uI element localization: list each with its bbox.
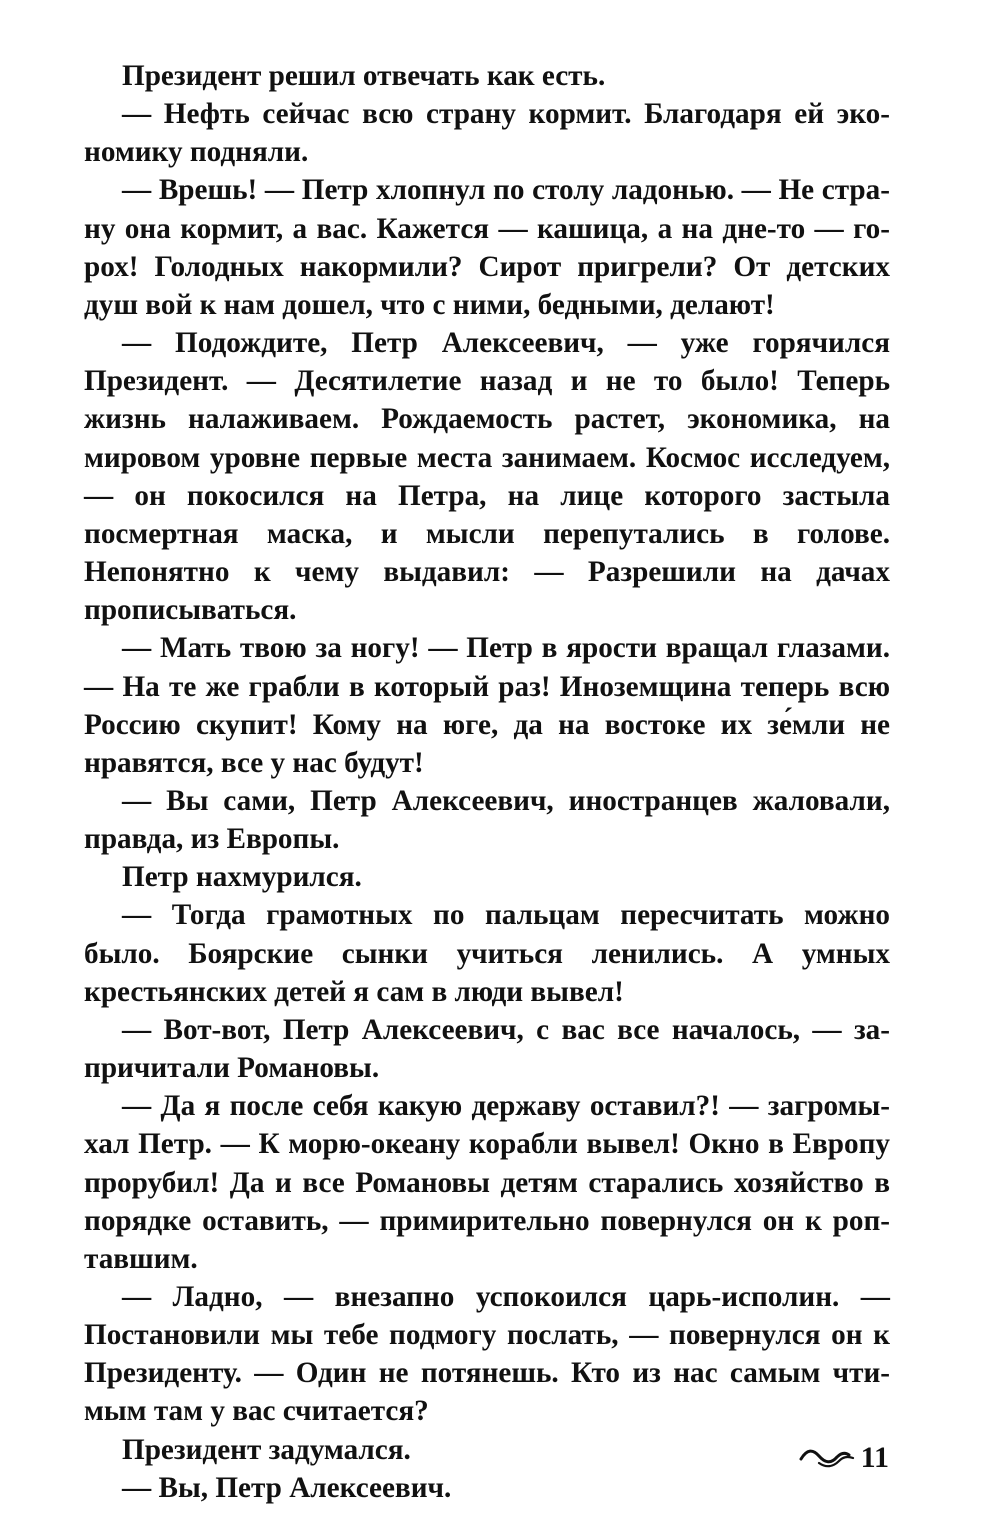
paragraph: — Тогда грамотных по пальцам пересчитать можно было. Боярские сынки учиться ленились. А умных крестьянских детей я сам в люди вывел! [84, 899, 890, 1008]
paragraph: Президент задумался. [122, 1433, 411, 1466]
paragraph: Петр нахмурился. [122, 861, 362, 894]
page-footer [799, 1440, 889, 1476]
paragraph: — Вы, Петр Алексеевич. [122, 1471, 452, 1504]
page-number: 11 [860, 1441, 889, 1474]
paragraph: — Нефть сейчас всю страну кормит. Благодаря ей экономику подняли. [84, 98, 890, 169]
swash-ornament-icon [799, 1447, 855, 1469]
page-text [84, 57, 890, 1507]
paragraph: — Подождите, Петр Алексеевич, — уже горячился Президент. — Десятилетие назад и не то было! Теперь жизнь налаживаем. Рождаемость растет, экономика, на мировом уровне первые места занимаем. Космос исследуем, — он покосился на Петра, на лице которого застыла посмертная маска, и мысли перепутались в голове. Непонятно к чему выдавил: — Разрешили на дачах прописываться. [84, 327, 890, 627]
paragraph: Президент решил отвечать как есть. [122, 60, 606, 92]
paragraph: — Вы сами, Петр Алексеевич, иностранцев жаловали, правда, из Европы. [84, 784, 890, 856]
paragraph: — Вот-вот, Петр Алексеевич, с вас все началось, — запричитали Романовы. [84, 1013, 890, 1085]
paragraph: — Мать твою за ногу! — Петр в ярости вращал глазами. — На те же грабли в который раз! Иноземщина теперь всю Россию скупит! Кому на юге, да на востоке их зе́мли не нравятся, все у нас будут! [84, 632, 890, 779]
paragraph: — Ладно, — внезапно успокоился царь-исполин. — Постановили мы тебе подмогу послать, — повернулся он к Президенту. — Один не потянешь. Кто из нас самым чтимым там у вас считается? [84, 1281, 890, 1428]
paragraph: — Врешь! — Петр хлопнул по столу ладонью. — Не страну она кормит, а вас. Кажется — кашица, а на дне-то — горох! Голодных накормили? Сирот пригрели? От детских душ вой к нам дошел, что с ними, бедными, делают! [84, 174, 890, 321]
paragraph: — Да я после себя какую державу оставил?! — загромыхал Петр. — К морю-океану корабли вывел! Окно в Европу прорубил! Да и все Романовы детям старались хозяйство в порядке оставить, — примирительно повернулся он к роптавшим. [84, 1090, 890, 1275]
